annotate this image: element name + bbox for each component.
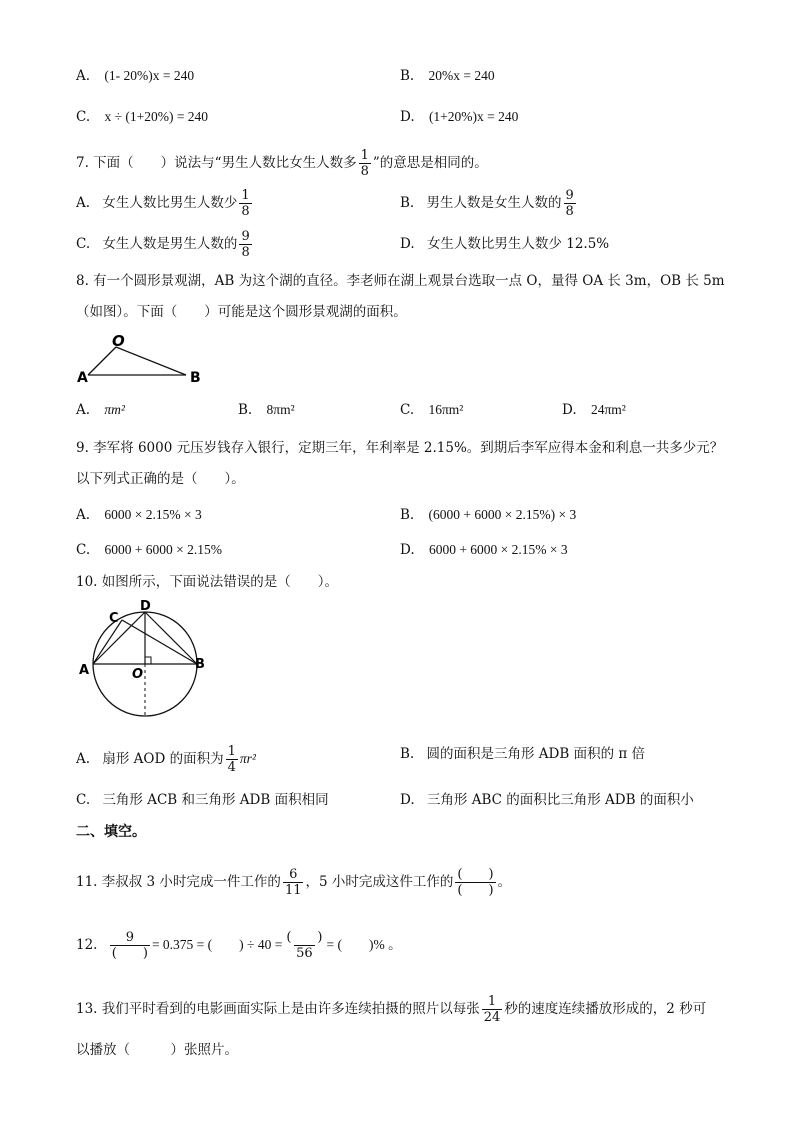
fraction-denominator: 11 <box>284 883 302 898</box>
q7-option-b-text: 男生人数是女生人数的 <box>426 195 562 211</box>
q6-option-b-label: B. <box>400 68 415 84</box>
q9-option-a-text: 6000 × 2.15% × 3 <box>104 507 202 522</box>
fraction-numerator: 1 <box>227 744 236 759</box>
q9-option-b <box>400 505 576 525</box>
q8-option-d-label: D. <box>562 402 577 418</box>
q7-stem <box>76 148 488 179</box>
q8-option-a-text: πm² <box>104 402 125 417</box>
q11-answer-blank-fraction[interactable] <box>455 867 495 898</box>
fraction-numerator: 9 <box>565 188 574 203</box>
q8-fig-label-b: B <box>190 370 201 386</box>
q9-option-d <box>400 540 568 560</box>
q9-option-c <box>76 540 222 560</box>
q9-stem-line2: 以下列式正确的是（ ）。 <box>76 471 245 487</box>
fraction-numerator: 1 <box>241 188 250 203</box>
q10-fig-label-b: B <box>195 657 205 672</box>
q10-fig-label-c: C <box>109 611 119 626</box>
q6-option-c-label: C. <box>76 109 91 125</box>
q10-circle-figure <box>76 598 216 720</box>
q12-number: 12. <box>76 937 98 953</box>
fraction-denominator: 8 <box>360 164 369 179</box>
fraction-numerator-blank[interactable]: ( ) <box>457 867 494 882</box>
q6-option-d <box>400 107 518 127</box>
q7-option-d <box>400 234 609 254</box>
q7-option-b-fraction <box>564 188 576 219</box>
q7-stem-before: 7. 下面（ ）说法与“男生人数比女生人数多 <box>76 155 357 171</box>
q7-option-d-text: 女生人数比男生人数少 12.5% <box>426 236 610 252</box>
q11-stem <box>76 867 511 898</box>
q7-option-c-label: C. <box>76 236 91 252</box>
q10-fig-label-a: A <box>79 663 90 678</box>
q8-stem-line2: （如图）。下面（ ）可能是这个圆形景观湖的面积。 <box>76 304 407 320</box>
q12-text-end: = ( )% 。 <box>326 937 402 952</box>
section-title-fill-in: 二、填空。 <box>76 824 146 840</box>
fraction-denominator: 8 <box>241 245 250 260</box>
q8-option-c-text: 16πm² <box>428 402 464 417</box>
q13-text-after: 秒的速度连续播放形成的，2 秒可 <box>504 1001 707 1017</box>
q11-text-before: 11. 李叔叔 3 小时完成一件工作的 <box>76 874 281 890</box>
q7-option-b-label: B. <box>400 195 415 211</box>
q10-option-a-text: 扇形 AOD 的面积为 <box>102 751 224 767</box>
q9-option-b-text: (6000 + 6000 × 2.15%) × 3 <box>428 507 577 522</box>
q8-triangle-figure <box>76 330 216 386</box>
q12-fraction-2 <box>284 930 324 961</box>
fraction-denominator: 24 <box>483 1010 501 1025</box>
q7-stem-fraction <box>359 148 371 179</box>
q9-option-c-label: C. <box>76 542 91 558</box>
q10-option-a-tail: πr² <box>239 751 256 766</box>
q8-fig-label-a: A <box>77 370 88 386</box>
fraction-denominator-blank[interactable]: ( ) <box>111 946 148 961</box>
q13-stem-line1 <box>76 994 706 1025</box>
fraction-denominator: 8 <box>241 204 250 219</box>
fraction-numerator: 9 <box>125 930 134 945</box>
q8-fig-label-o: O <box>112 332 125 350</box>
q9-option-d-label: D. <box>400 542 415 558</box>
q10-option-c <box>76 790 329 810</box>
q6-option-d-label: D. <box>400 109 415 125</box>
q11-text-after: 。 <box>497 874 512 890</box>
q10-fig-label-d: D <box>140 599 151 614</box>
q12-fraction-1 <box>110 930 150 961</box>
fraction-numerator-blank[interactable]: ( ) <box>286 930 323 945</box>
q9-option-a <box>76 505 202 525</box>
q11-text-middle: ，5 小时完成这件工作的 <box>305 874 454 890</box>
q10-option-c-label: C. <box>76 792 91 808</box>
q7-option-c-fraction <box>239 229 251 260</box>
q9-option-c-text: 6000 + 6000 × 2.15% <box>104 542 223 557</box>
q7-option-a-label: A. <box>76 195 91 211</box>
q10-option-d-text: 三角形 ABC 的面积比三角形 ADB 的面积小 <box>426 792 694 808</box>
q12-text-middle: = 0.375 = ( ) ÷ 40 = <box>151 937 283 952</box>
q7-option-d-label: D. <box>400 236 415 252</box>
fraction-denominator: 8 <box>565 204 574 219</box>
q10-option-a <box>76 744 256 775</box>
fraction-numerator: 1 <box>487 994 497 1009</box>
q8-option-b-text: 8πm² <box>266 402 295 417</box>
q10-option-b <box>400 744 645 764</box>
q10-option-a-fraction <box>226 744 238 775</box>
q7-option-c-text: 女生人数是男生人数的 <box>102 236 238 252</box>
q10-option-d <box>400 790 694 810</box>
fraction-denominator-blank[interactable]: ( ) <box>457 883 494 898</box>
q8-option-a-label: A. <box>76 402 91 418</box>
q11-fraction <box>283 867 304 898</box>
q8-option-d <box>562 400 626 420</box>
q8-option-b-label: B. <box>238 402 253 418</box>
q10-option-c-text: 三角形 ACB 和三角形 ADB 面积相同 <box>102 792 329 808</box>
q6-option-b-text: 20%x = 240 <box>428 68 495 83</box>
q10-option-a-label: A. <box>76 751 91 767</box>
q7-stem-after: ”的意思是相同的。 <box>372 155 488 171</box>
q7-option-a-fraction <box>239 188 251 219</box>
q8-stem-line1: 8. 有一个圆形景观湖，AB 为这个湖的直径。李老师在湖上观景台选取一点 O，量得 OA 长 3m，OB 长 5m <box>76 273 725 289</box>
q6-option-a-text: (1- 20%)x = 240 <box>104 68 195 83</box>
q9-stem-line1: 9. 李军将 6000 元压岁钱存入银行，定期三年，年利率是 2.15%。到期后李军应得本金和利息一共多少元？ <box>76 440 724 456</box>
q8-option-d-text: 24πm² <box>590 402 626 417</box>
q6-option-c <box>76 107 208 127</box>
q9-option-d-text: 6000 + 6000 × 2.15% × 3 <box>428 542 568 557</box>
q12-stem <box>76 930 402 961</box>
q8-option-c <box>400 400 463 420</box>
q8-option-a <box>76 400 125 420</box>
fraction-numerator: 9 <box>241 229 250 244</box>
q13-fraction <box>482 994 503 1025</box>
q6-option-a <box>76 66 194 86</box>
q9-option-a-label: A. <box>76 507 91 523</box>
q6-option-a-label: A. <box>76 68 91 84</box>
q8-option-b <box>238 400 295 420</box>
q10-option-b-text: 圆的面积是三角形 ADB 面积的 π 倍 <box>426 746 646 762</box>
q7-option-b <box>400 188 578 219</box>
q6-option-d-text: (1+20%)x = 240 <box>428 109 519 124</box>
q7-option-a-text: 女生人数比男生人数少 <box>102 195 238 211</box>
q10-option-b-label: B. <box>400 746 415 762</box>
q6-option-c-text: x ÷ (1+20%) = 240 <box>104 109 209 124</box>
fraction-denominator: 56 <box>296 946 313 961</box>
q13-text-before: 13. 我们平时看到的电影画面实际上是由许多连续拍摄的照片以每张 <box>76 1001 480 1017</box>
fraction-numerator: 1 <box>360 148 369 163</box>
q7-option-a <box>76 188 254 219</box>
q10-fig-label-o: O <box>132 667 144 682</box>
q9-option-b-label: B. <box>400 507 415 523</box>
q6-option-b <box>400 66 495 86</box>
q8-option-c-label: C. <box>400 402 415 418</box>
q7-option-c <box>76 229 254 260</box>
q10-option-d-label: D. <box>400 792 415 808</box>
fraction-denominator: 4 <box>227 760 236 775</box>
fraction-numerator: 6 <box>289 867 298 882</box>
q13-stem-line2: 以播放（ ）张照片。 <box>76 1042 238 1058</box>
q10-stem: 10. 如图所示，下面说法错误的是（ ）。 <box>76 574 339 590</box>
